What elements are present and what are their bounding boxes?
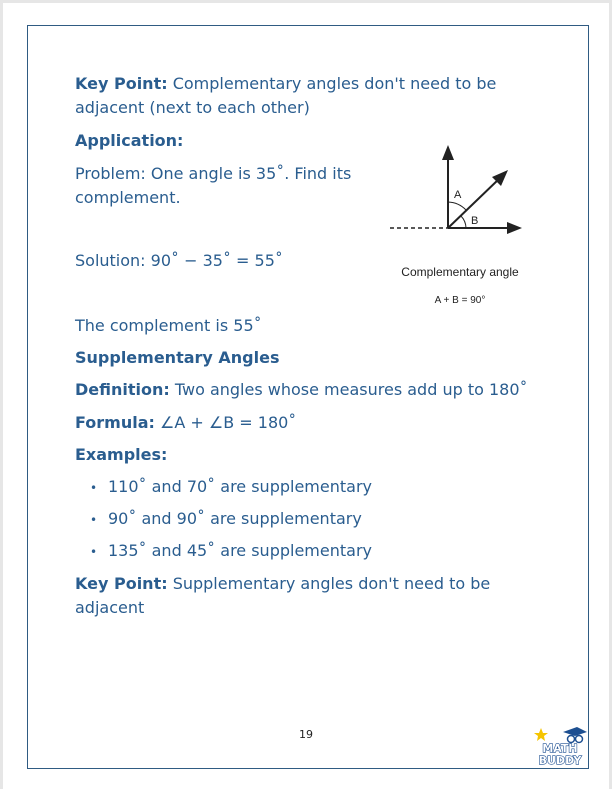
arrowhead-up-icon xyxy=(442,145,454,160)
page-number: 19 xyxy=(299,728,313,741)
definition: Definition: Two angles whose measures add up to 180˚ xyxy=(75,380,528,399)
key-point-1: Key Point: Complementary angles don't need to be xyxy=(75,74,497,93)
complementary-angle-diagram xyxy=(380,140,540,320)
star-icon xyxy=(534,728,548,741)
diagram-equation: A + B = 90° xyxy=(434,295,486,306)
list-item: • 110˚ and 70˚ are supplementary xyxy=(90,477,372,496)
key-point-2-cont: adjacent xyxy=(75,598,145,617)
label-a: A xyxy=(454,189,462,201)
graduation-cap-icon xyxy=(563,727,587,736)
problem-line2: complement. xyxy=(75,188,181,207)
diagram-caption: Complementary angle xyxy=(401,265,519,279)
svg-text:MATH: MATH xyxy=(542,742,578,755)
angle-arc-a xyxy=(448,202,466,210)
solution: Solution: 90˚ − 35˚ = 55˚ xyxy=(75,251,283,270)
arrowhead-right-icon xyxy=(507,222,522,234)
svg-text:BUDDY: BUDDY xyxy=(538,754,582,766)
problem-line1: Problem: One angle is 35˚. Find its xyxy=(75,164,352,183)
key-point-2: Key Point: Supplementary angles don't need to be xyxy=(75,574,491,593)
examples-heading: Examples: xyxy=(75,445,168,464)
supplementary-heading: Supplementary Angles xyxy=(75,348,280,367)
complement-result: The complement is 55˚ xyxy=(75,316,262,335)
label-b: B xyxy=(471,215,479,227)
list-item: • 135˚ and 45˚ are supplementary xyxy=(90,541,372,560)
key-point-1-cont: adjacent (next to each other) xyxy=(75,98,310,117)
math-buddy-logo xyxy=(533,726,587,766)
list-item: • 90˚ and 90˚ are supplementary xyxy=(90,509,362,528)
formula: Formula: ∠A + ∠B = 180˚ xyxy=(75,413,297,432)
angle-arc-b xyxy=(461,216,466,228)
application-heading: Application: xyxy=(75,131,184,150)
